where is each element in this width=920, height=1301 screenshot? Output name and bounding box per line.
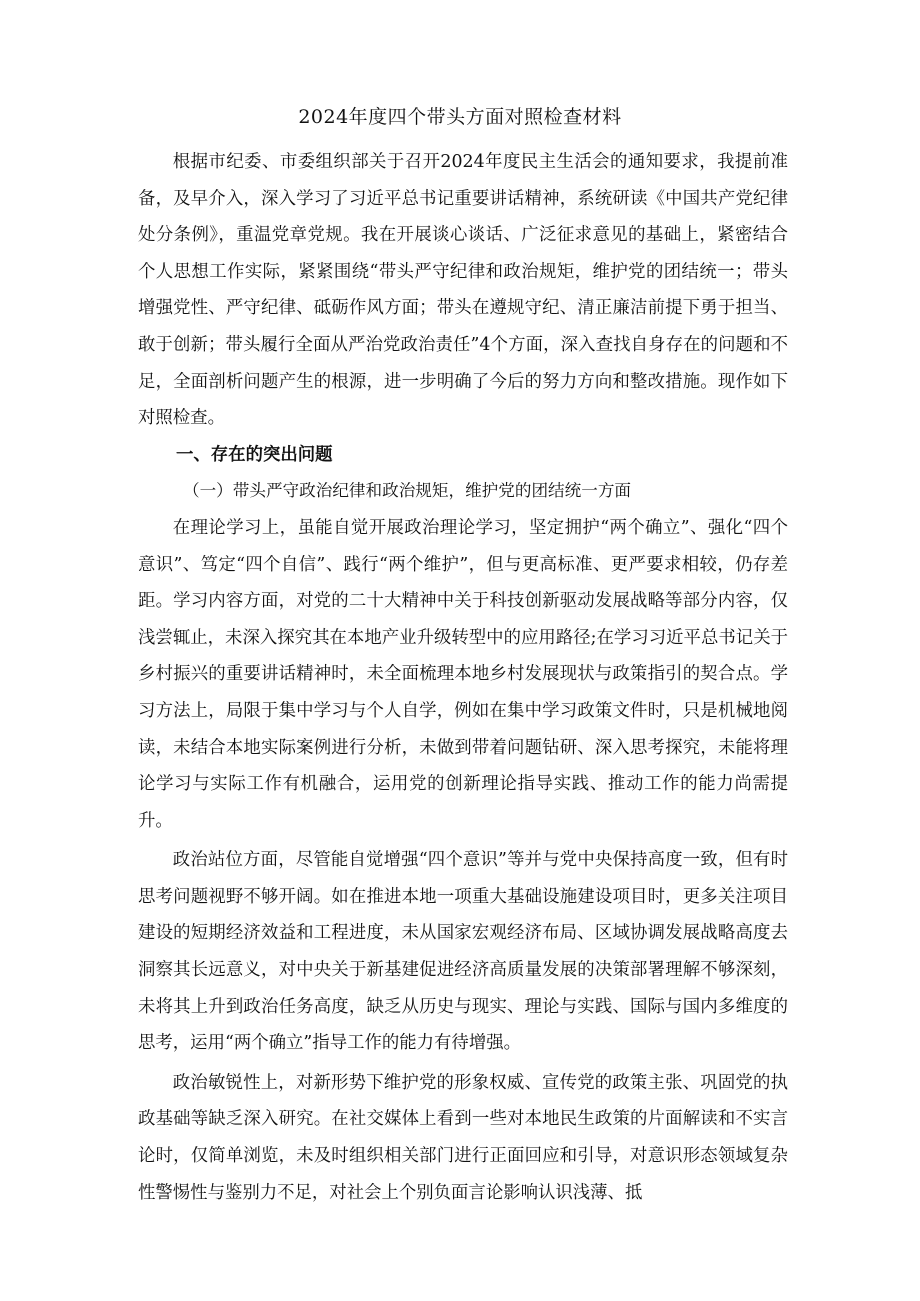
document-body [138,144,788,1211]
body-paragraph-theory-study: 在理论学习上，虽能自觉开展政治理论学习，坚定拥护“两个确立”、强化“四个意识”、笃定“四个自信”、践行“两个维护”，但与更高标准、更严要求相较，仍存差距。学习内容方面，对党的二十大精神中关于科技创新驱动发展战略等部分内容，仅浅尝辄止，未深入探究其在本地产业升级转型中的应用路径;在学习习近平总书记关于乡村振兴的重要讲话精神时，未全面梳理本地乡村发展现状与政策指引的契合点。学习方法上，局限于集中学习与个人自学，例如在集中学习政策文件时，只是机械地阅读，未结合本地实际案例进行分析，未做到带着问题钻研、深入思考探究，未能将理论学习与实际工作有机融合，运用党的创新理论指导实践、推动工作的能力尚需提升。 [138,517,788,831]
section-heading: 一、存在的突出问题 [176,444,333,465]
body-paragraph-political-stance: 政治站位方面，尽管能自觉增强“四个意识”等并与党中央保持高度一致，但有时思考问题视野不够开阔。如在推进本地一项重大基础设施建设项目时，更多关注项目建设的短期经济效益和工程进度，未从国家宏观经济布局、区域协调发展战略高度去洞察其长远意义，对中央关于新基建促进经济高质量发展的决策部署理解不够深刻，未将其上升到政治任务高度，缺乏从历史与现实、理论与实践、国际与国内多维度的思考，运用“两个确立”指导工作的能力有待增强。 [138,850,788,1054]
body-paragraph-political-sensitivity: 政治敏锐性上，对新形势下维护党的形象权威、宣传党的政策主张、巩固党的执政基础等缺乏深入研究。在社交媒体上看到一些对本地民生政策的片面解读和不实言论时，仅简单浏览，未及时组织相关部门进行正面回应和引导，对意识形态领域复杂性警惕性与鉴别力不足，对社会上个别负面言论影响认识浅薄、抵 [138,1072,788,1203]
intro-paragraph: 根据市纪委、市委组织部关于召开2024年度民主生活会的通知要求，我提前准备，及早介入，深入学习了习近平总书记重要讲话精神，系统研读《中国共产党纪律处分条例》，重温党章党规。我在开展谈心谈话、广泛征求意见的基础上，紧密结合个人思想工作实际，紧紧围绕“带头严守纪律和政治规矩，维护党的团结统一；带头增强党性、严守纪律、砥砺作风方面；带头在遵规守纪、清正廉洁前提下勇于担当、敢于创新；带头履行全面从严治党政治责任”4个方面，深入查找自身存在的问题和不足，全面剖析问题产生的根源，进一步明确了今后的努力方向和整改措施。现作如下对照检查。 [138,152,788,429]
subsection-heading: （一）带头严守政治纪律和政治规矩，维护党的团结统一方面 [183,481,632,501]
document-title: 2024年度四个带头方面对照检查材料 [298,106,622,128]
